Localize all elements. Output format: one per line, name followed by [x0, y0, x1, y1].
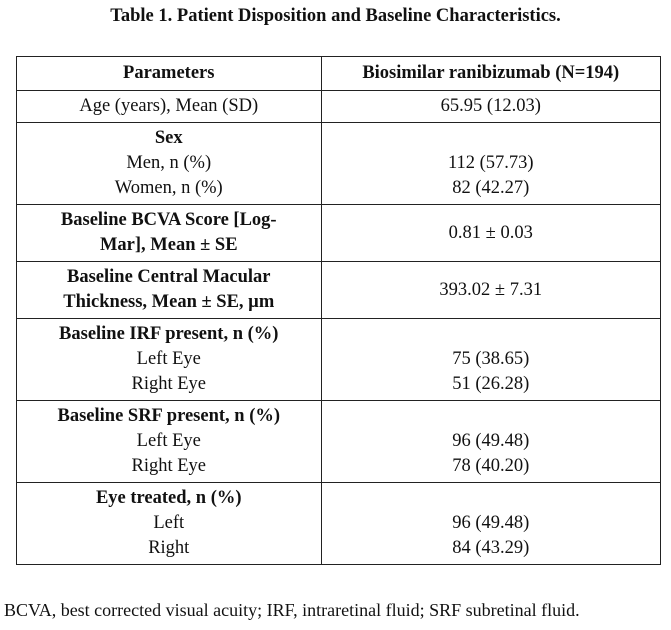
sex-women-label: Women, n (%)	[114, 178, 223, 198]
table-row-cmt	[17, 262, 661, 319]
srf-heading: Baseline SRF present, n (%)	[57, 406, 281, 426]
eye-values	[321, 483, 660, 565]
cmt-label: Baseline Central Macular Thickness, Mean ± SE, µm	[17, 262, 322, 319]
header-biosimilar: Biosimilar ranibizumab (N=194)	[321, 57, 660, 91]
sex-men-value: 112 (57.73)	[447, 153, 534, 173]
irf-labels	[17, 319, 322, 401]
table-row-irf	[17, 319, 661, 401]
table-row-sex	[17, 123, 661, 205]
bcva-label: Baseline BCVA Score [Log- Mar], Mean ± SE	[17, 205, 322, 262]
table-row-eye-treated	[17, 483, 661, 565]
eye-right-label: Right	[148, 538, 190, 558]
characteristics-table	[16, 56, 661, 565]
sex-women-value: 82 (42.27)	[452, 178, 530, 198]
age-value: 65.95 (12.03)	[321, 91, 660, 123]
irf-values	[321, 319, 660, 401]
srf-left-label: Left Eye	[136, 431, 201, 451]
irf-heading: Baseline IRF present, n (%)	[59, 324, 279, 344]
srf-right-label: Right Eye	[131, 456, 207, 476]
eye-right-value: 84 (43.29)	[452, 538, 530, 558]
cmt-value: 393.02 ± 7.31	[321, 262, 660, 319]
sex-labels	[17, 123, 322, 205]
srf-labels	[17, 401, 322, 483]
irf-left-label: Left Eye	[136, 349, 201, 369]
eye-heading: Eye treated, n (%)	[95, 488, 242, 508]
table-header-row	[17, 57, 661, 91]
irf-right-label: Right Eye	[131, 374, 207, 394]
eye-left-value: 96 (49.48)	[452, 513, 530, 533]
sex-men-label: Men, n (%)	[126, 153, 212, 173]
table-row-age	[17, 91, 661, 123]
bcva-value: 0.81 ± 0.03	[321, 205, 660, 262]
age-label: Age (years), Mean (SD)	[17, 91, 322, 123]
srf-left-value: 96 (49.48)	[452, 431, 530, 451]
eye-labels	[17, 483, 322, 565]
table-footnote: BCVA, best corrected visual acuity; IRF, intraretinal fluid; SRF subretinal fluid.	[4, 600, 580, 620]
irf-right-value: 51 (26.28)	[452, 374, 530, 394]
irf-left-value: 75 (38.65)	[452, 349, 530, 369]
eye-left-label: Left	[153, 513, 185, 533]
sex-values	[321, 123, 660, 205]
table-row-srf	[17, 401, 661, 483]
srf-values	[321, 401, 660, 483]
srf-right-value: 78 (40.20)	[452, 456, 530, 476]
table-title: Table 1. Patient Disposition and Baseline Characteristics.	[110, 6, 561, 26]
table-row-bcva	[17, 205, 661, 262]
sex-heading: Sex	[154, 128, 183, 148]
header-parameters: Parameters	[17, 57, 322, 91]
